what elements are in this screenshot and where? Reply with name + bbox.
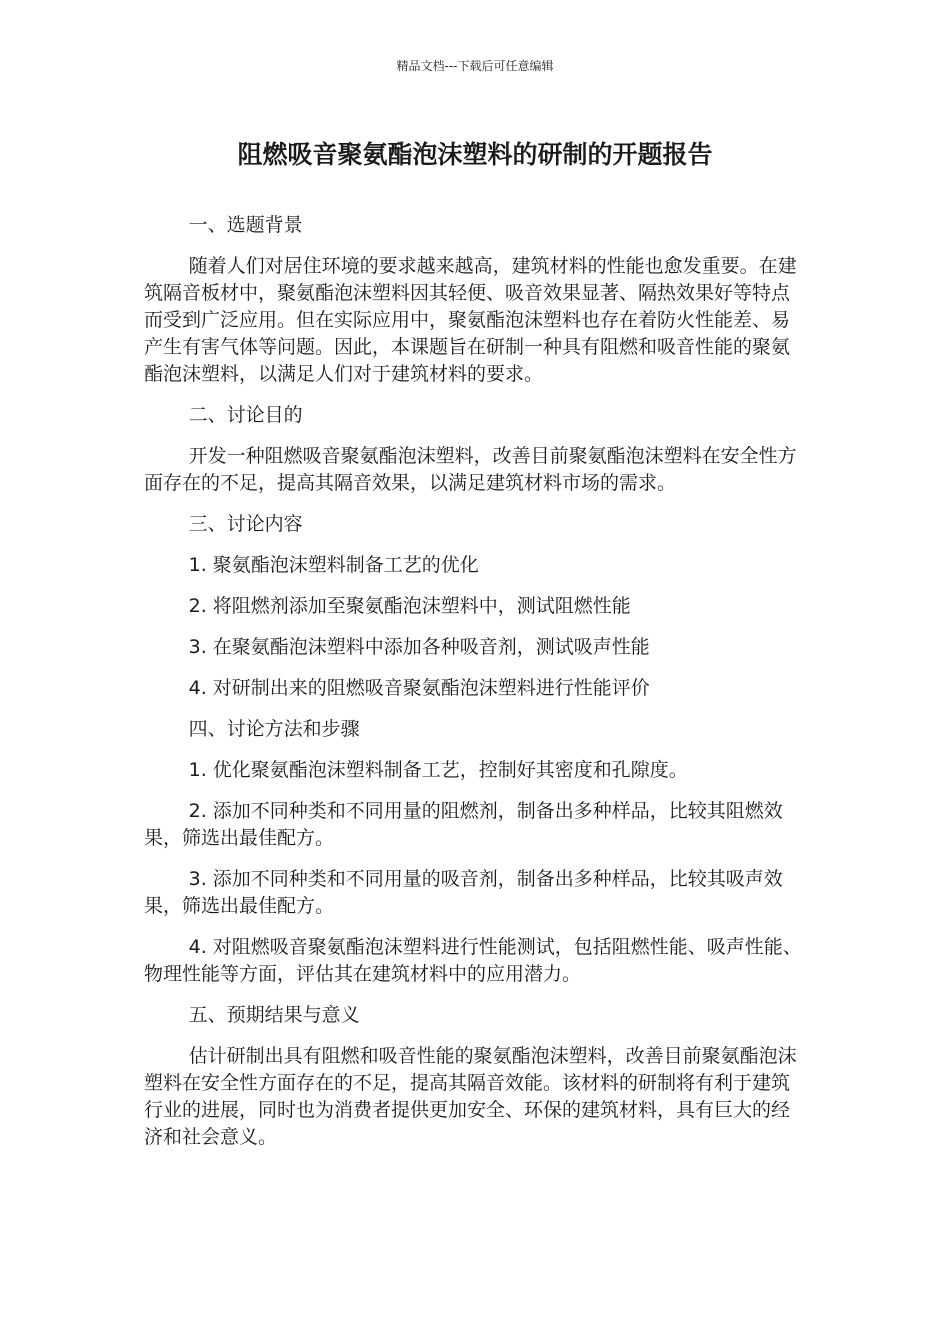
section-heading-expected-results: 五、预期结果与意义 [188, 1004, 360, 1026]
document-title: 阻燃吸音聚氨酯泡沫塑料的研制的开题报告 [237, 140, 713, 169]
section-heading-methods: 四、讨论方法和步骤 [188, 718, 360, 740]
list-item-method-3: 3. 添加不同种类和不同用量的吸音剂，制备出多种样品，比较其吸声效果，筛选出最佳配方。 [144, 868, 783, 917]
section-heading-content: 三、讨论内容 [188, 513, 303, 535]
list-item-content-2: 2. 将阻燃剂添加至聚氨酯泡沫塑料中，测试阻燃性能 [188, 595, 631, 617]
list-item-content-4: 4. 对研制出来的阻燃吸音聚氨酯泡沫塑料进行性能评价 [188, 677, 650, 699]
paragraph-background: 随着人们对居住环境的要求越来越高，建筑材料的性能也愈发重要。在建筑隔音板材中，聚氨酯泡沫塑料因其轻便、吸音效果显著、隔热效果好等特点而受到广泛应用。但在实际应用中，聚氨酯泡沫塑料也存在着防火性能差、易产生有害气体等问题。因此，本课题旨在研制一种具有阻燃和吸音性能的聚氨酯泡沫塑料，以满足人们对于建筑材料的要求。 [144, 255, 797, 385]
section-heading-purpose: 二、讨论目的 [188, 404, 303, 426]
list-item-content-3: 3. 在聚氨酯泡沫塑料中添加各种吸音剂，测试吸声性能 [188, 636, 650, 658]
paragraph-expected-results: 估计研制出具有阻燃和吸音性能的聚氨酯泡沫塑料，改善目前聚氨酯泡沫塑料在安全性方面存在的不足，提高其隔音效能。该材料的研制将有利于建筑行业的进展，同时也为消费者提供更加安全、环保的建筑材料，具有巨大的经济和社会意义。 [144, 1045, 797, 1148]
section-heading-background: 一、选题背景 [188, 214, 303, 236]
list-item-content-1: 1. 聚氨酯泡沫塑料制备工艺的优化 [188, 554, 479, 576]
list-item-method-4: 4. 对阻燃吸音聚氨酯泡沫塑料进行性能测试，包括阻燃性能、吸声性能、物理性能等方面，评估其在建筑材料中的应用潜力。 [144, 936, 802, 985]
list-item-method-2: 2. 添加不同种类和不同用量的阻燃剂，制备出多种样品，比较其阻燃效果，筛选出最佳配方。 [144, 800, 783, 849]
list-item-method-1: 1. 优化聚氨酯泡沫塑料制备工艺，控制好其密度和孔隙度。 [188, 759, 688, 781]
document-body [144, 212, 804, 1165]
paragraph-purpose: 开发一种阻燃吸音聚氨酯泡沫塑料，改善目前聚氨酯泡沫塑料在安全性方面存在的不足，提高其隔音效果，以满足建筑材料市场的需求。 [144, 445, 797, 494]
header-note: 精品文档---下载后可任意编辑 [396, 59, 554, 73]
